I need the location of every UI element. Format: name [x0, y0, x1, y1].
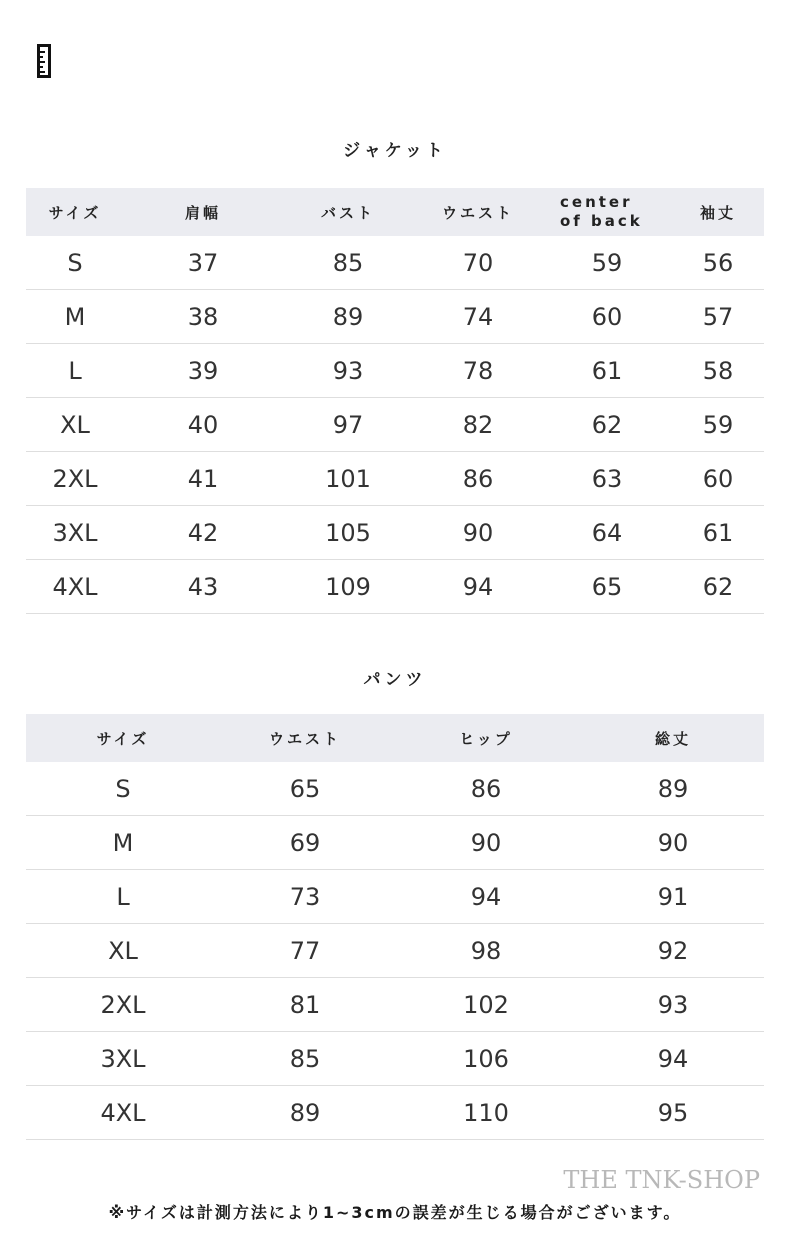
cell-size: 3XL — [26, 1032, 220, 1086]
cell-value: 86 — [414, 452, 542, 506]
ruler-icon — [37, 44, 51, 78]
table-row — [26, 1086, 764, 1140]
cell-value: 110 — [390, 1086, 582, 1140]
cell-value: 94 — [414, 560, 542, 614]
jacket-title: ジャケット — [343, 141, 447, 161]
cell-value: 65 — [542, 560, 672, 614]
header-hip: ヒップ — [390, 714, 582, 762]
cell-value: 90 — [390, 816, 582, 870]
cell-value: 77 — [220, 924, 390, 978]
header-sleeve: 袖丈 — [672, 188, 764, 236]
pants-title: パンツ — [363, 670, 427, 690]
cell-value: 63 — [542, 452, 672, 506]
cell-size: S — [26, 236, 124, 290]
cell-value: 39 — [124, 344, 282, 398]
table-row — [26, 924, 764, 978]
cell-value: 57 — [672, 290, 764, 344]
cell-value: 86 — [390, 762, 582, 816]
header-waist: ウエスト — [414, 188, 542, 236]
table-row — [26, 762, 764, 816]
cell-value: 70 — [414, 236, 542, 290]
cell-value: 82 — [414, 398, 542, 452]
header-total-length: 総丈 — [582, 714, 764, 762]
cell-value: 43 — [124, 560, 282, 614]
cell-value: 62 — [672, 560, 764, 614]
cell-value: 73 — [220, 870, 390, 924]
table-row — [26, 344, 764, 398]
cell-value: 93 — [282, 344, 414, 398]
cell-size: 2XL — [26, 452, 124, 506]
cell-value: 60 — [672, 452, 764, 506]
cell-size: S — [26, 762, 220, 816]
brand-watermark: THE TNK-SHOP — [563, 1166, 760, 1194]
header-size: サイズ — [26, 714, 220, 762]
header-shoulder: 肩幅 — [124, 188, 282, 236]
cell-value: 64 — [542, 506, 672, 560]
cell-size: 3XL — [26, 506, 124, 560]
cell-value: 59 — [542, 236, 672, 290]
measurement-note: ※サイズは計測方法により1~3cmの誤差が生じる場合がございます。 — [108, 1203, 682, 1222]
cell-value: 81 — [220, 978, 390, 1032]
table-row — [26, 398, 764, 452]
table-row — [26, 506, 764, 560]
header-center-line1: center — [560, 193, 633, 211]
table-row — [26, 452, 764, 506]
table-row — [26, 870, 764, 924]
table-row — [26, 978, 764, 1032]
cell-value: 89 — [282, 290, 414, 344]
cell-value: 37 — [124, 236, 282, 290]
cell-value: 41 — [124, 452, 282, 506]
cell-size: XL — [26, 398, 124, 452]
cell-value: 78 — [414, 344, 542, 398]
cell-value: 85 — [282, 236, 414, 290]
cell-value: 101 — [282, 452, 414, 506]
cell-value: 102 — [390, 978, 582, 1032]
cell-value: 65 — [220, 762, 390, 816]
table-row — [26, 236, 764, 290]
cell-value: 109 — [282, 560, 414, 614]
header-bust: バスト — [282, 188, 414, 236]
table-row — [26, 816, 764, 870]
cell-value: 38 — [124, 290, 282, 344]
cell-value: 74 — [414, 290, 542, 344]
cell-value: 85 — [220, 1032, 390, 1086]
cell-value: 90 — [414, 506, 542, 560]
cell-value: 92 — [582, 924, 764, 978]
cell-value: 94 — [390, 870, 582, 924]
cell-value: 98 — [390, 924, 582, 978]
jacket-size-table — [26, 188, 764, 614]
cell-value: 62 — [542, 398, 672, 452]
cell-value: 40 — [124, 398, 282, 452]
cell-value: 95 — [582, 1086, 764, 1140]
cell-value: 42 — [124, 506, 282, 560]
cell-value: 61 — [542, 344, 672, 398]
pants-size-table — [26, 714, 764, 1140]
table-header-row — [26, 188, 764, 236]
cell-value: 59 — [672, 398, 764, 452]
header-center-of-back — [542, 188, 672, 236]
cell-value: 105 — [282, 506, 414, 560]
cell-value: 90 — [582, 816, 764, 870]
cell-size: M — [26, 290, 124, 344]
cell-value: 89 — [582, 762, 764, 816]
cell-size: 2XL — [26, 978, 220, 1032]
header-waist: ウエスト — [220, 714, 390, 762]
table-header-row — [26, 714, 764, 762]
cell-size: L — [26, 344, 124, 398]
cell-value: 60 — [542, 290, 672, 344]
cell-value: 106 — [390, 1032, 582, 1086]
cell-value: 91 — [582, 870, 764, 924]
cell-value: 97 — [282, 398, 414, 452]
cell-size: 4XL — [26, 560, 124, 614]
cell-size: M — [26, 816, 220, 870]
cell-value: 94 — [582, 1032, 764, 1086]
header-center-line2: of back — [560, 212, 643, 230]
cell-size: L — [26, 870, 220, 924]
cell-value: 56 — [672, 236, 764, 290]
table-row — [26, 1032, 764, 1086]
cell-size: 4XL — [26, 1086, 220, 1140]
cell-value: 58 — [672, 344, 764, 398]
table-row — [26, 560, 764, 614]
cell-size: XL — [26, 924, 220, 978]
cell-value: 93 — [582, 978, 764, 1032]
cell-value: 69 — [220, 816, 390, 870]
cell-value: 89 — [220, 1086, 390, 1140]
cell-value: 61 — [672, 506, 764, 560]
header-size: サイズ — [26, 188, 124, 236]
table-row — [26, 290, 764, 344]
